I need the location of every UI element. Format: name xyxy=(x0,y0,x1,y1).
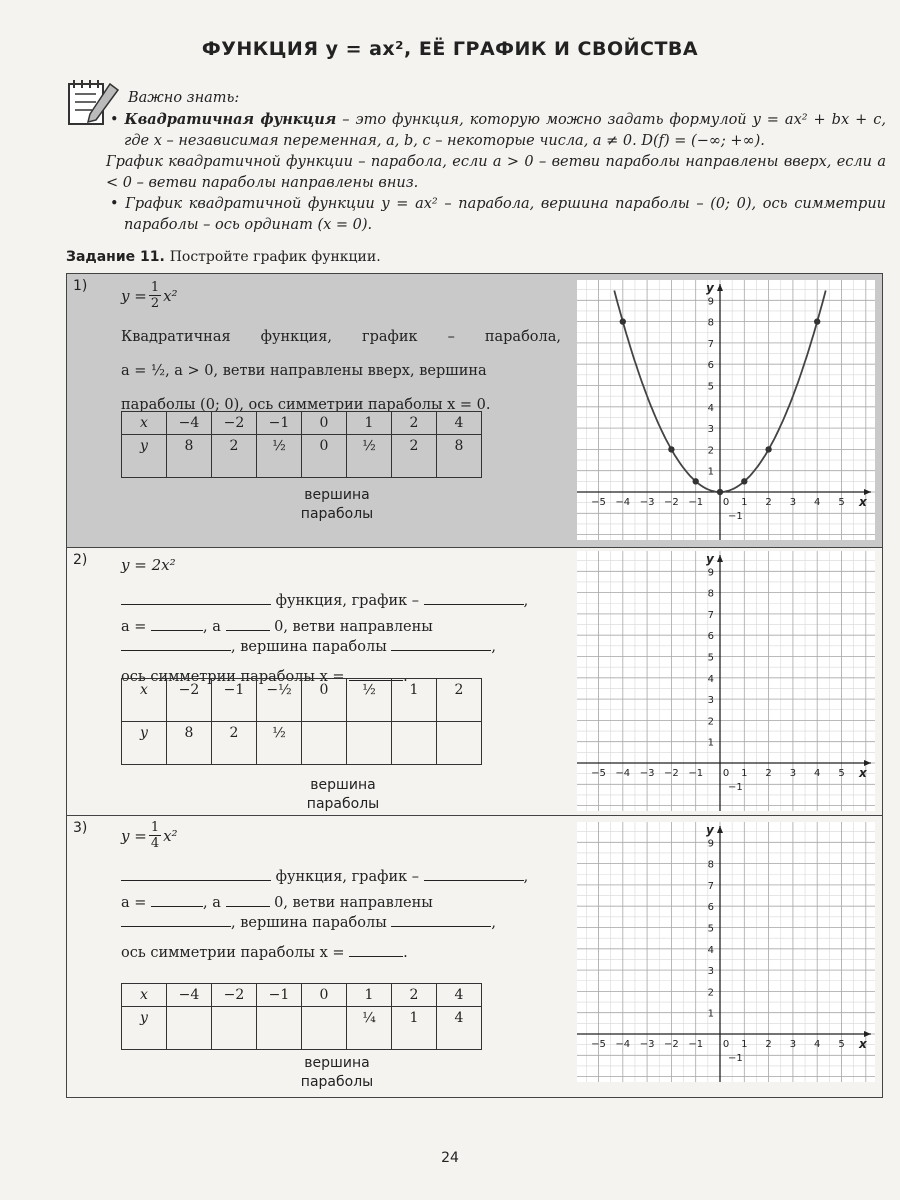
table-row xyxy=(122,722,482,765)
table-cell: −½ xyxy=(257,679,302,722)
problem-3-text xyxy=(121,860,561,970)
text-line: , вершина параболы , xyxy=(121,906,561,940)
x-tick-label: 0 xyxy=(722,497,730,508)
table-cell: −2 xyxy=(167,679,212,722)
x-tick-label: 0 xyxy=(722,768,730,779)
problem-number: 1) xyxy=(73,278,88,294)
table-input-cell[interactable] xyxy=(212,1007,257,1050)
x-tick-label: −5 xyxy=(591,497,606,508)
y-tick-label: 4 xyxy=(707,673,714,685)
answer-blank[interactable] xyxy=(121,636,231,651)
table-row xyxy=(122,1007,482,1050)
formula: y = 2x² xyxy=(121,556,176,574)
y-tick-label: 8 xyxy=(707,859,714,871)
vertex-label-line: параболы xyxy=(306,796,380,812)
table-cell: 1 xyxy=(392,679,437,722)
x-tick-label: 4 xyxy=(814,1039,821,1050)
y-tick-label: 3 xyxy=(707,966,714,978)
x-tick-label: −3 xyxy=(639,768,655,779)
y-tick-label: 1 xyxy=(707,1008,714,1020)
x-tick-label: 3 xyxy=(789,1039,797,1050)
table-cell: ¼ xyxy=(347,1007,392,1050)
vertex-label xyxy=(283,776,403,814)
table-cell: y xyxy=(122,1007,167,1050)
y-tick-label: 1 xyxy=(707,737,714,749)
table-cell: 0 xyxy=(302,679,347,722)
task-heading xyxy=(66,249,381,265)
table-cell: y xyxy=(122,722,167,765)
table-cell: 8 xyxy=(167,435,212,478)
x-tick-label: 3 xyxy=(789,768,797,779)
x-tick-label: −5 xyxy=(591,1039,606,1050)
y-axis-label: y xyxy=(706,823,714,837)
table-row xyxy=(122,679,482,722)
answer-blank[interactable] xyxy=(349,942,403,957)
table-cell: 0 xyxy=(302,412,347,435)
y-tick-label: 8 xyxy=(707,317,714,329)
text-line: ось симметрии параболы x = . xyxy=(121,660,561,694)
y-axis-arrow-icon xyxy=(717,284,723,291)
note-bullet-1: • Квадратичная функция – это функция, которую можно задать формулой y = ax² + bx + c, где x – независимая переменная, a, b, c – некоторые числа, a ≠ 0. D(f) = (−∞; +∞). xyxy=(110,111,886,149)
parabola-point xyxy=(741,478,747,484)
answer-blank[interactable] xyxy=(391,636,491,651)
y-tick-label: 4 xyxy=(707,402,714,414)
table-cell: x xyxy=(122,412,167,435)
y-tick-label: 9 xyxy=(707,567,714,579)
y-tick-label: 5 xyxy=(707,923,714,935)
note-paragraph-2: График квадратичной функции – парабола, если a > 0 – ветви параболы направлены вверх, если a < 0 – ветви параболы направлены вниз. xyxy=(106,154,886,191)
values-table xyxy=(121,411,482,478)
vertex-label xyxy=(277,1054,397,1092)
table-cell: 4 xyxy=(437,1007,482,1050)
x-tick-label: −3 xyxy=(639,497,655,508)
x-tick-label: 4 xyxy=(814,768,821,779)
y-tick-label: −1 xyxy=(728,782,743,793)
table-cell: x xyxy=(122,984,167,1007)
y-axis-arrow-icon xyxy=(717,555,723,562)
text-fragment: , a xyxy=(203,619,221,635)
text-line: ось симметрии параболы x = . xyxy=(121,936,561,970)
y-tick-label: 2 xyxy=(707,716,714,728)
y-tick-label: 5 xyxy=(707,381,714,393)
table-row xyxy=(122,435,482,478)
answer-blank[interactable] xyxy=(226,616,270,631)
text-fragment: ось симметрии параболы x = xyxy=(121,669,345,685)
table-cell: 2 xyxy=(437,679,482,722)
y-tick-label: 7 xyxy=(707,880,714,892)
problem-3 xyxy=(67,816,882,1097)
table-cell: −1 xyxy=(257,984,302,1007)
text-line: , вершина параболы , xyxy=(121,630,561,664)
table-row xyxy=(122,412,482,435)
y-tick-label: 6 xyxy=(707,902,714,914)
x-tick-label: −1 xyxy=(688,1039,704,1050)
problem-number: 2) xyxy=(73,552,88,568)
x-tick-label: 1 xyxy=(741,497,748,508)
vertex-label-line: параболы xyxy=(300,506,374,522)
y-tick-label: 7 xyxy=(707,338,714,350)
table-cell: y xyxy=(122,435,167,478)
y-axis-label: y xyxy=(706,552,714,566)
values-table xyxy=(121,983,482,1050)
y-tick-label: 2 xyxy=(707,987,714,999)
table-cell: ½ xyxy=(347,679,392,722)
table-cell: ½ xyxy=(347,435,392,478)
x-tick-label: 2 xyxy=(765,768,772,779)
x-tick-label: −5 xyxy=(591,768,606,779)
table-input-cell[interactable] xyxy=(347,722,392,765)
x-tick-label: −4 xyxy=(615,768,631,779)
table-cell: 2 xyxy=(392,412,437,435)
table-cell: −1 xyxy=(212,679,257,722)
x-tick-label: −3 xyxy=(639,1039,655,1050)
y-tick-label: 4 xyxy=(707,944,714,956)
y-tick-label: 1 xyxy=(707,466,714,478)
x-tick-label: 5 xyxy=(838,1039,845,1050)
table-input-cell[interactable] xyxy=(302,1007,347,1050)
x-tick-label: −4 xyxy=(615,1039,631,1050)
x-tick-label: −1 xyxy=(688,768,704,779)
parabola-point xyxy=(620,318,626,324)
y-tick-label: 5 xyxy=(707,652,714,664)
values-table xyxy=(121,678,482,765)
y-tick-label: 3 xyxy=(707,424,714,436)
parabola-point xyxy=(765,446,771,452)
y-tick-label: −1 xyxy=(728,511,743,522)
table-cell: ½ xyxy=(257,435,302,478)
table-cell: 8 xyxy=(167,722,212,765)
parabola-point xyxy=(668,446,674,452)
x-tick-label: −2 xyxy=(664,1039,679,1050)
x-tick-label: −2 xyxy=(664,768,679,779)
table-cell: 1 xyxy=(347,412,392,435)
y-tick-label: 3 xyxy=(707,695,714,707)
y-tick-label: 2 xyxy=(707,445,714,457)
problem-1-text xyxy=(121,320,561,422)
table-cell: −1 xyxy=(257,412,302,435)
answer-blank[interactable] xyxy=(151,616,203,631)
x-tick-label: 5 xyxy=(838,497,845,508)
table-cell: 1 xyxy=(392,1007,437,1050)
text-line: Квадратичная функция, график – парабола, xyxy=(121,329,561,345)
text-fragment: функция, график – xyxy=(275,593,420,609)
text-fragment: , a xyxy=(203,895,221,911)
text-fragment: a = xyxy=(121,895,147,911)
table-input-cell[interactable] xyxy=(167,1007,212,1050)
y-axis-arrow-icon xyxy=(717,826,723,833)
y-tick-label: 9 xyxy=(707,838,714,850)
text-line: параболы (0; 0), ось симметрии параболы x = 0. xyxy=(121,397,491,413)
table-input-cell[interactable] xyxy=(437,722,482,765)
task-label: Задание 11. xyxy=(66,249,165,265)
x-axis-label: x xyxy=(859,766,867,780)
y-tick-label: 8 xyxy=(707,588,714,600)
text-fragment: 0, ветви направлены xyxy=(274,895,433,911)
vertex-label-line: вершина xyxy=(304,1055,370,1071)
formula: y = $\frac{1}{2}$ x² xyxy=(121,280,178,311)
table-row xyxy=(122,984,482,1007)
formula: y = $\frac{1}{4}$ x² xyxy=(121,820,178,851)
vertex-label-line: вершина xyxy=(310,777,376,793)
x-tick-label: 0 xyxy=(722,1039,730,1050)
answer-blank[interactable] xyxy=(151,892,203,907)
x-tick-label: 4 xyxy=(814,497,821,508)
coordinate-grid[interactable] xyxy=(577,822,875,1082)
text-fragment: функция, график – xyxy=(275,869,420,885)
note-bullet-3-text: График квадратичной функции y = ax² – парабола, вершина параболы – (0; 0), ось симметрии параболы – ось ординат (x = 0). xyxy=(124,196,886,233)
table-cell: 2 xyxy=(212,435,257,478)
text-fragment: 0, ветви направлены xyxy=(274,619,433,635)
table-cell: 1 xyxy=(347,984,392,1007)
note-bullet-3: • График квадратичной функции y = ax² – парабола, вершина параболы – (0; 0), ось симметрии параболы – ось ординат (x = 0). xyxy=(110,196,886,233)
coordinate-grid[interactable] xyxy=(577,551,875,811)
x-tick-label: −1 xyxy=(688,497,704,508)
parabola-point xyxy=(693,478,699,484)
table-cell: 0 xyxy=(302,435,347,478)
text-fragment: , вершина параболы xyxy=(231,915,387,931)
table-cell: 2 xyxy=(212,722,257,765)
answer-blank[interactable] xyxy=(424,866,524,881)
text-line: a = ½, a > 0, ветви направлены вверх, вершина xyxy=(121,363,487,379)
table-cell: −4 xyxy=(167,412,212,435)
table-input-cell[interactable] xyxy=(302,722,347,765)
text-line: функция, график – , xyxy=(121,860,561,894)
x-tick-label: 3 xyxy=(789,497,797,508)
x-tick-label: 2 xyxy=(765,497,772,508)
y-tick-label: 6 xyxy=(707,360,714,372)
table-cell: 8 xyxy=(437,435,482,478)
x-tick-label: −2 xyxy=(664,497,679,508)
table-cell: −2 xyxy=(212,984,257,1007)
answer-blank[interactable] xyxy=(121,912,231,927)
task-frame xyxy=(66,273,883,1098)
answer-blank[interactable] xyxy=(391,912,491,927)
table-cell: 4 xyxy=(437,412,482,435)
table-cell: 4 xyxy=(437,984,482,1007)
parabola-point xyxy=(814,318,820,324)
answer-blank[interactable] xyxy=(121,866,271,881)
table-input-cell[interactable] xyxy=(257,1007,302,1050)
text-fragment: a = xyxy=(121,619,147,635)
x-axis-label: x xyxy=(859,1037,867,1051)
vertex-label-line: параболы xyxy=(300,1074,374,1090)
y-axis-label: y xyxy=(706,281,714,295)
table-cell: −2 xyxy=(212,412,257,435)
page-title: ФУНКЦИЯ y = ax², ЕЁ ГРАФИК И СВОЙСТВА xyxy=(201,38,699,60)
x-tick-label: 1 xyxy=(741,1039,748,1050)
y-tick-label: 6 xyxy=(707,631,714,643)
x-tick-label: 1 xyxy=(741,768,748,779)
table-cell: 0 xyxy=(302,984,347,1007)
answer-blank[interactable] xyxy=(121,590,271,605)
vertex-label xyxy=(277,486,397,524)
x-axis-label: x xyxy=(859,495,867,509)
note-bullet-1-text: – это функция, которую можно задать формулой y = ax² + bx + c, где x – независимая переменная, a, b, c – некоторые числа, a ≠ 0. D(f) = (−∞; +∞). xyxy=(124,112,886,149)
table-cell: x xyxy=(122,679,167,722)
table-cell: 2 xyxy=(392,435,437,478)
x-tick-label: −4 xyxy=(615,497,631,508)
vertex-label-line: вершина xyxy=(304,487,370,503)
x-tick-label: 2 xyxy=(765,1039,772,1050)
page-number: 24 xyxy=(441,1150,459,1166)
table-cell: 2 xyxy=(392,984,437,1007)
table-cell: ½ xyxy=(257,722,302,765)
problem-1 xyxy=(67,274,882,548)
answer-blank[interactable] xyxy=(226,892,270,907)
problem-number: 3) xyxy=(73,820,88,836)
text-fragment: ось симметрии параболы x = xyxy=(121,945,345,961)
coordinate-grid xyxy=(577,280,875,540)
problem-2 xyxy=(67,548,882,816)
text-line: функция, график – , xyxy=(121,584,561,618)
note-header: Важно знать: xyxy=(128,90,240,106)
note-term: Квадратичная функция xyxy=(124,111,337,128)
y-tick-label: −1 xyxy=(728,1053,743,1064)
x-tick-label: 5 xyxy=(838,768,845,779)
table-input-cell[interactable] xyxy=(392,722,437,765)
y-tick-label: 9 xyxy=(707,296,714,308)
y-tick-label: 7 xyxy=(707,609,714,621)
important-note xyxy=(106,88,886,236)
task-text: Постройте график функции. xyxy=(169,249,381,265)
answer-blank[interactable] xyxy=(424,590,524,605)
text-fragment: , вершина параболы xyxy=(231,639,387,655)
parabola-point xyxy=(717,489,723,495)
table-cell: −4 xyxy=(167,984,212,1007)
